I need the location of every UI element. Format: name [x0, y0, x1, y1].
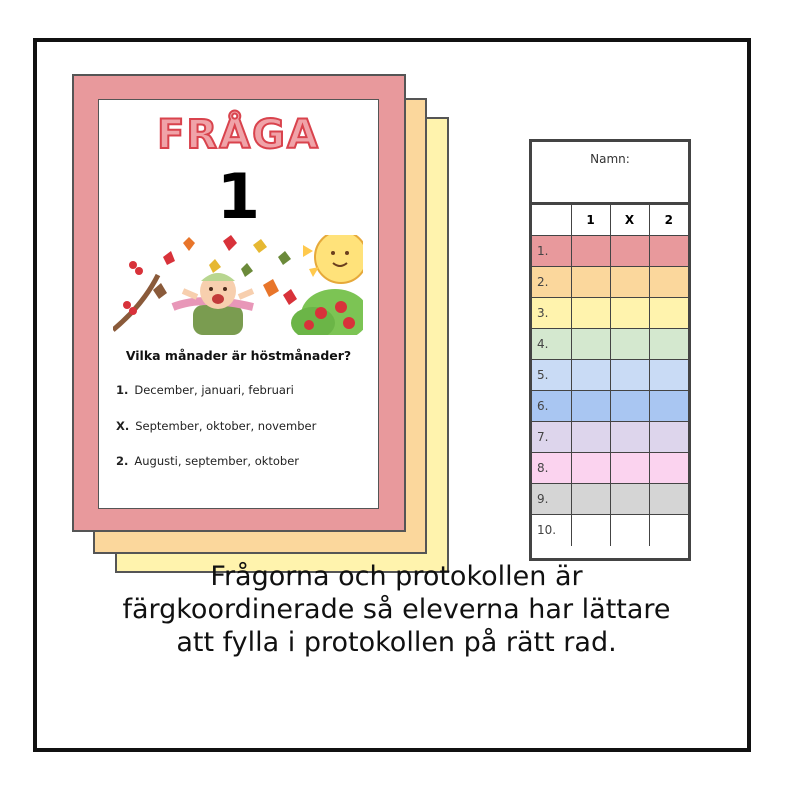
answer-cell-x[interactable]	[610, 484, 649, 515]
row-number: 3.	[532, 298, 571, 329]
answer-cell-2[interactable]	[649, 360, 688, 391]
question-number: 1	[216, 160, 261, 233]
protocol-row	[532, 329, 688, 360]
caption-line-2: färgkoordinerade så eleverna har lättare	[122, 594, 671, 625]
header-2: 2	[649, 205, 688, 236]
option-key: 2.	[116, 454, 129, 468]
answer-cell-x[interactable]	[610, 515, 649, 546]
answer-cell-1[interactable]	[571, 267, 610, 298]
header-empty	[532, 205, 571, 236]
row-number: 7.	[532, 422, 571, 453]
question-text: Vilka månader är höstmånader?	[125, 348, 352, 363]
protocol-row	[532, 267, 688, 298]
answer-cell-1[interactable]	[571, 515, 610, 546]
header-x: X	[610, 205, 649, 236]
answer-cell-1[interactable]	[571, 422, 610, 453]
row-number: 6.	[532, 391, 571, 422]
autumn-illustration	[113, 235, 363, 335]
answer-cell-2[interactable]	[649, 422, 688, 453]
answer-cell-2[interactable]	[649, 236, 688, 267]
protocol-row	[532, 515, 688, 546]
answer-cell-2[interactable]	[649, 329, 688, 360]
answer-cell-1[interactable]	[571, 360, 610, 391]
row-number: 5.	[532, 360, 571, 391]
answer-cell-x[interactable]	[610, 453, 649, 484]
caption-line-1: Frågorna och protokollen är	[210, 561, 583, 592]
caption-line-3: att fylla i protokollen på rätt rad.	[176, 627, 617, 658]
answer-cell-x[interactable]	[610, 360, 649, 391]
name-label: Namn:	[590, 152, 630, 166]
answer-cell-2[interactable]	[649, 453, 688, 484]
protocol-row	[532, 360, 688, 391]
option-text: December, januari, februari	[134, 383, 294, 397]
protocol-row	[532, 484, 688, 515]
name-field[interactable]	[532, 142, 688, 204]
answer-cell-x[interactable]	[610, 329, 649, 360]
row-number: 2.	[532, 267, 571, 298]
row-number: 10.	[532, 515, 571, 546]
protocol-row	[532, 422, 688, 453]
protocol-row	[532, 298, 688, 329]
card-title: FRÅGA	[157, 112, 320, 158]
answer-cell-x[interactable]	[610, 267, 649, 298]
answer-cell-2[interactable]	[649, 298, 688, 329]
answer-cell-x[interactable]	[610, 422, 649, 453]
option-text: September, oktober, november	[135, 419, 317, 433]
protocol-row	[532, 236, 688, 267]
row-number: 4.	[532, 329, 571, 360]
protocol-row	[532, 391, 688, 422]
answer-protocol	[529, 139, 691, 561]
option-x	[116, 419, 316, 433]
answer-cell-2[interactable]	[649, 267, 688, 298]
answer-cell-2[interactable]	[649, 515, 688, 546]
option-key: X.	[116, 419, 130, 433]
answer-cell-1[interactable]	[571, 391, 610, 422]
protocol-table	[532, 204, 688, 546]
answer-cell-x[interactable]	[610, 391, 649, 422]
answer-cell-1[interactable]	[571, 298, 610, 329]
answer-cell-2[interactable]	[649, 484, 688, 515]
header-1: 1	[571, 205, 610, 236]
row-number: 9.	[532, 484, 571, 515]
answer-cell-2[interactable]	[649, 391, 688, 422]
answer-cell-1[interactable]	[571, 329, 610, 360]
option-key: 1.	[116, 383, 129, 397]
answer-cell-1[interactable]	[571, 484, 610, 515]
question-card	[72, 74, 406, 532]
row-number: 1.	[532, 236, 571, 267]
protocol-header-row	[532, 205, 688, 236]
answer-cell-1[interactable]	[571, 236, 610, 267]
option-text: Augusti, september, oktober	[134, 454, 300, 468]
answer-cell-1[interactable]	[571, 453, 610, 484]
answer-cell-x[interactable]	[610, 236, 649, 267]
option-2	[116, 454, 299, 468]
option-1	[116, 383, 294, 397]
caption	[0, 560, 793, 659]
answer-cell-x[interactable]	[610, 298, 649, 329]
question-card-inner	[98, 99, 379, 509]
row-number: 8.	[532, 453, 571, 484]
protocol-row	[532, 453, 688, 484]
